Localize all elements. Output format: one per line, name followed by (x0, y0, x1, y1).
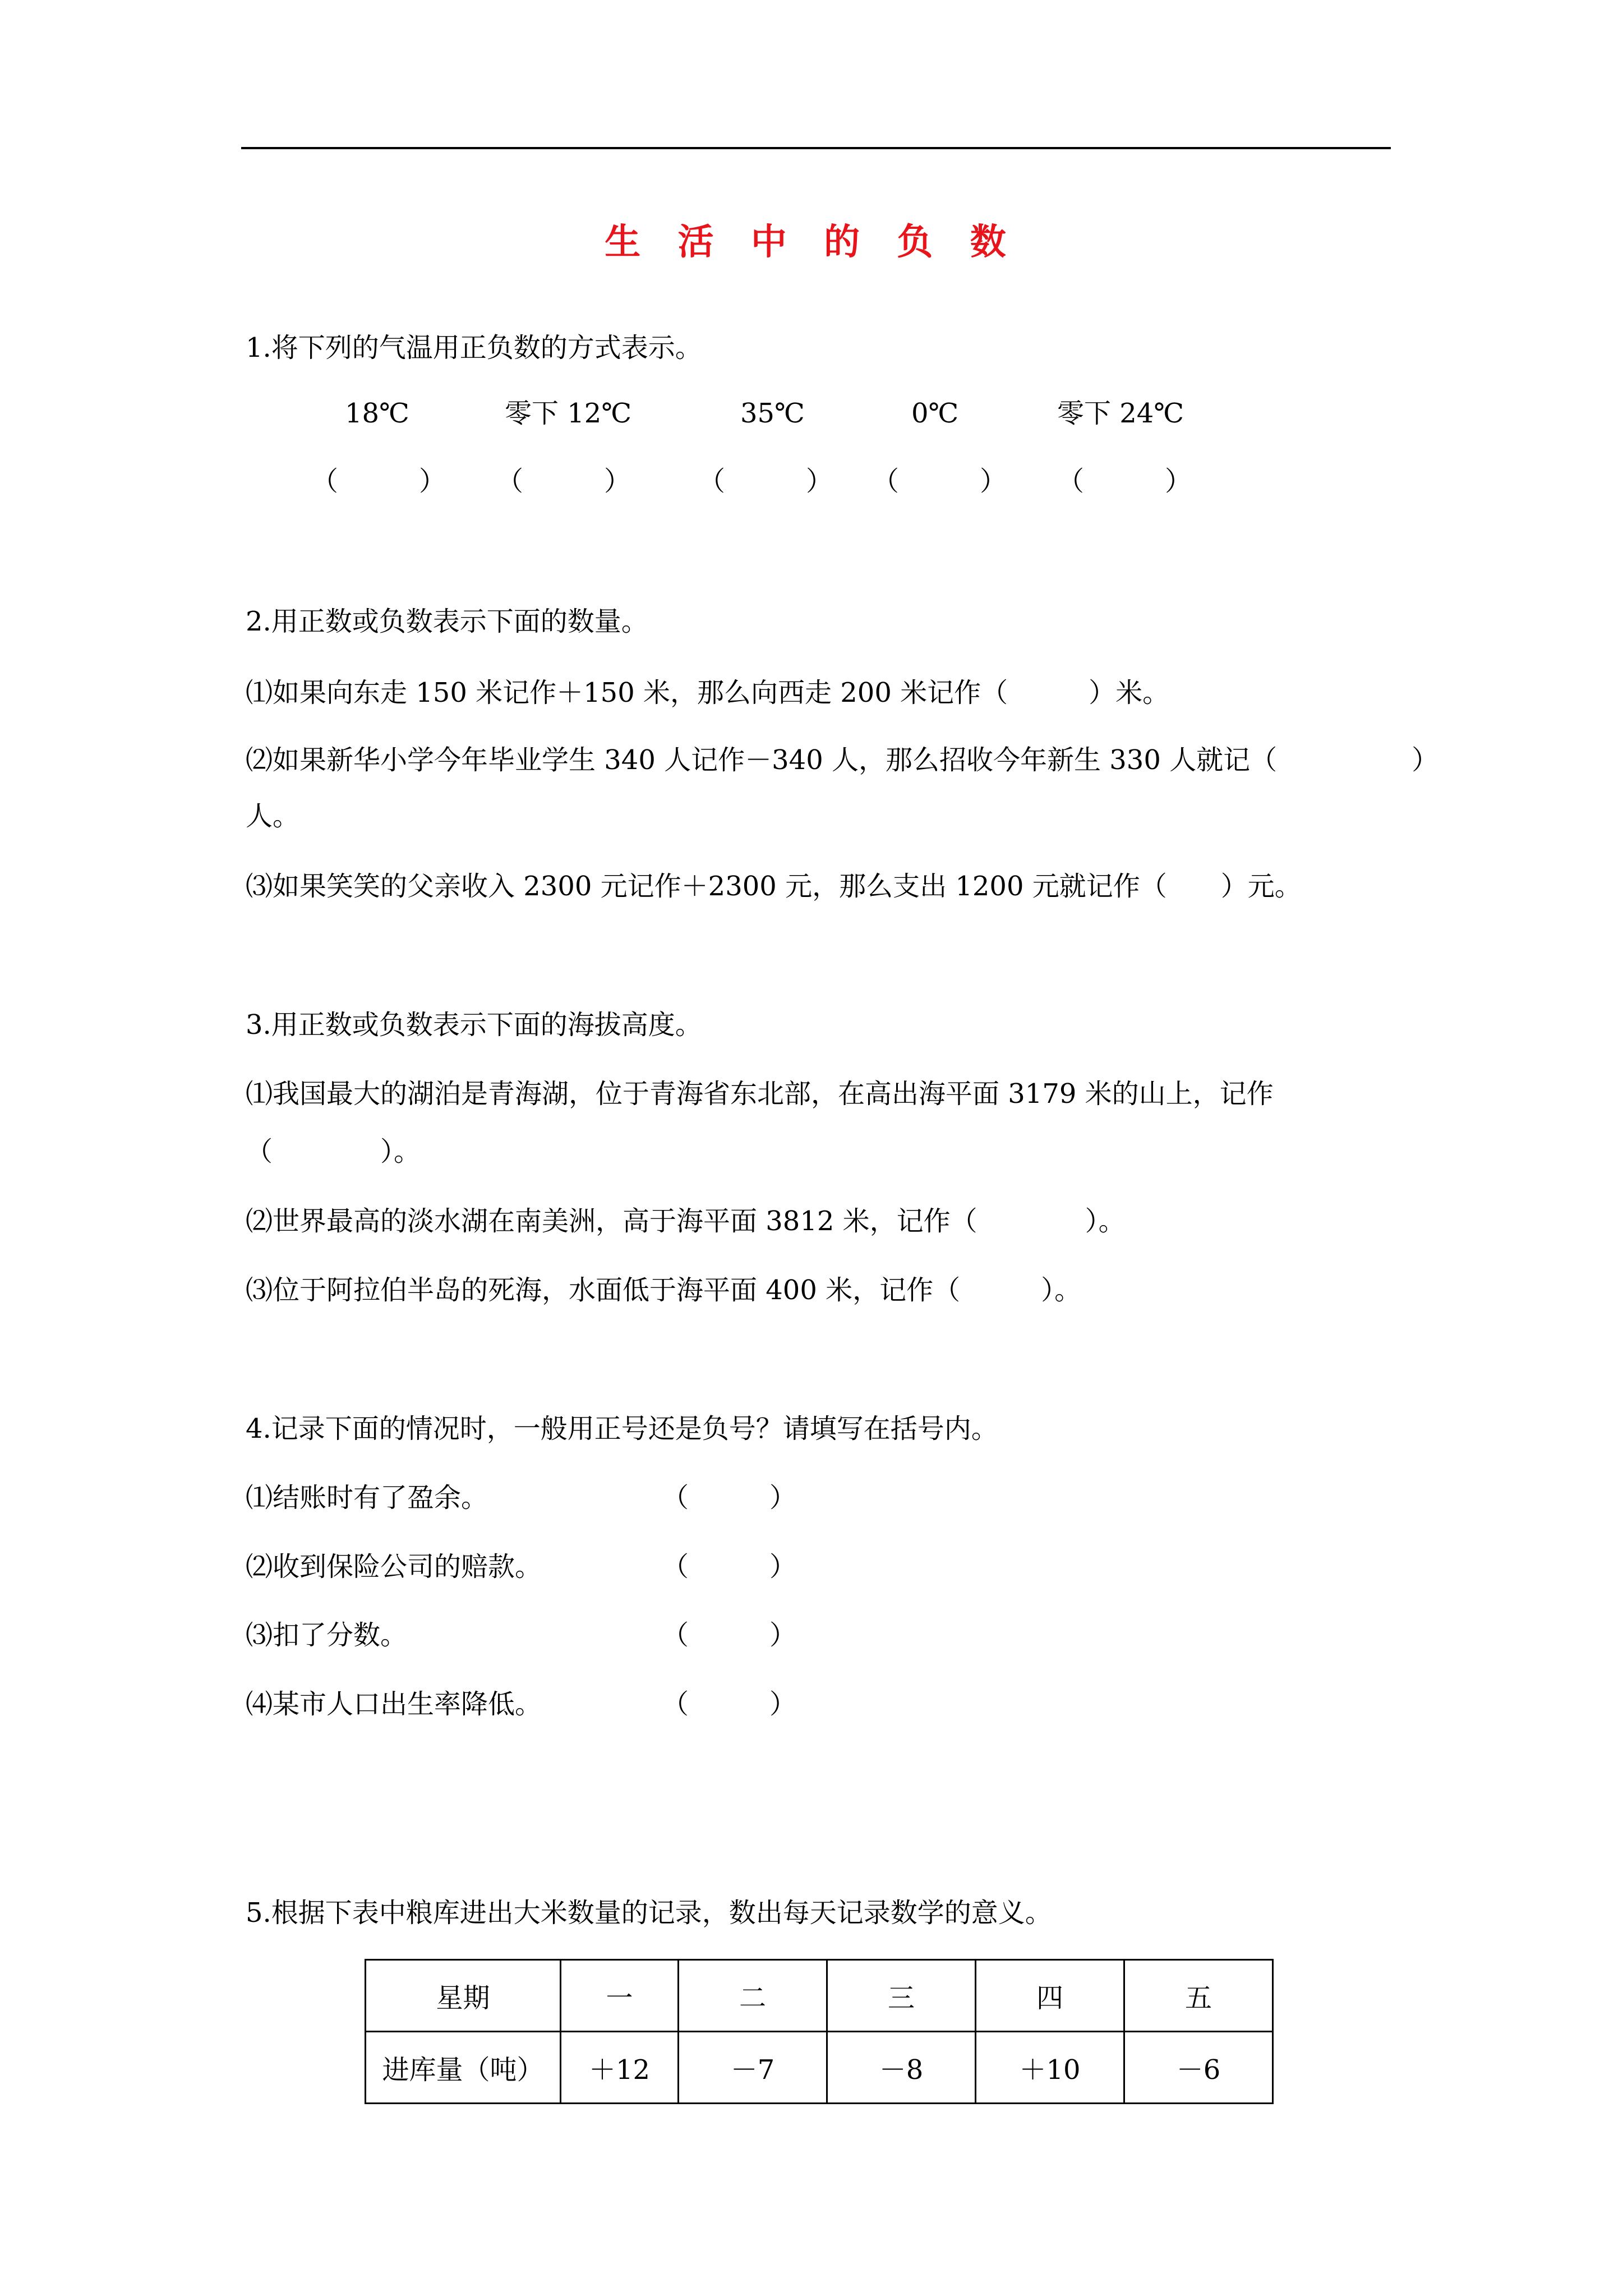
page-title: 生 活 中 的 负 数 (605, 222, 1018, 263)
table-header-row (366, 1960, 1273, 2032)
table-header-cell: 五 (1124, 1960, 1273, 2032)
q4-answer-blank[interactable]: （ ） (662, 1551, 797, 1582)
q3-prompt: 3.用正数或负数表示下面的海拔高度。 (246, 1009, 702, 1041)
table-header-cell: 星期 (366, 1960, 561, 2032)
q4-item: ⑴结账时有了盈余。 (246, 1482, 488, 1513)
q5-prompt: 5.根据下表中粮库进出大米数量的记录，数出每天记录数学的意义。 (246, 1897, 1052, 1929)
q2-sub-2: ⑵如果新华小学今年毕业学生 340 人记作－340 人，那么招收今年新生 330 人就记（ ） (246, 744, 1439, 776)
q1-answer-blank[interactable]: （ ） (698, 466, 833, 497)
q3-sub-2: ⑵世界最高的淡水湖在南美洲，高于海平面 3812 米，记作（ ）。 (246, 1205, 1126, 1237)
q1-item: 0℃ (911, 398, 959, 429)
q2-sub-3: ⑶如果笑笑的父亲收入 2300 元记作＋2300 元，那么支出 1200 元就记作（ ）元。 (246, 871, 1302, 902)
q2-prompt: 2.用正数或负数表示下面的数量。 (246, 606, 648, 637)
q1-item: 零下 24℃ (1057, 398, 1184, 429)
q1-item: 零下 12℃ (505, 398, 632, 429)
table-cell: －8 (827, 2032, 976, 2104)
q4-item: ⑷某市人口出生率降低。 (246, 1688, 542, 1720)
q4-answer-blank[interactable]: （ ） (662, 1688, 797, 1720)
table-header-cell: 四 (976, 1960, 1124, 2032)
q1-item: 18℃ (345, 398, 409, 429)
q3-sub-1: ⑴我国最大的湖泊是青海湖，位于青海省东北部，在高出海平面 3179 米的山上，记作 (246, 1078, 1274, 1110)
header-rule (241, 147, 1391, 149)
q1-answer-blank[interactable]: （ ） (496, 466, 631, 497)
q1-answer-blank[interactable]: （ ） (311, 466, 446, 497)
q1-prompt: 1.将下列的气温用正负数的方式表示。 (246, 332, 702, 364)
table-cell: －7 (679, 2032, 827, 2104)
q4-item: ⑵收到保险公司的赔款。 (246, 1551, 542, 1582)
q2-sub-2-cont: 人。 (246, 800, 300, 832)
q4-item: ⑶扣了分数。 (246, 1619, 408, 1651)
q3-sub-3: ⑶位于阿拉伯半岛的死海，水面低于海平面 400 米，记作（ ）。 (246, 1274, 1082, 1306)
q4-answer-blank[interactable]: （ ） (662, 1619, 797, 1651)
table-header-cell: 二 (679, 1960, 827, 2032)
q1-item: 35℃ (740, 398, 805, 429)
table-cell: 进库量（吨） (366, 2032, 561, 2104)
table-row (366, 2032, 1273, 2104)
table-cell: ＋12 (561, 2032, 679, 2104)
table-header-cell: 三 (827, 1960, 976, 2032)
grain-record-table (365, 1959, 1274, 2104)
q4-answer-blank[interactable]: （ ） (662, 1482, 797, 1513)
q1-answer-blank[interactable]: （ ） (1057, 466, 1192, 497)
q3-sub-1-cont: （ ）。 (246, 1136, 421, 1167)
table-cell: －6 (1124, 2032, 1273, 2104)
q1-answer-blank[interactable]: （ ） (872, 466, 1007, 497)
q2-sub-1: ⑴如果向东走 150 米记作＋150 米，那么向西走 200 米记作（ ）米。 (246, 677, 1170, 708)
q4-prompt: 4.记录下面的情况时，一般用正号还是负号？请填写在括号内。 (246, 1413, 998, 1444)
table-cell: ＋10 (976, 2032, 1124, 2104)
table-header-cell: 一 (561, 1960, 679, 2032)
